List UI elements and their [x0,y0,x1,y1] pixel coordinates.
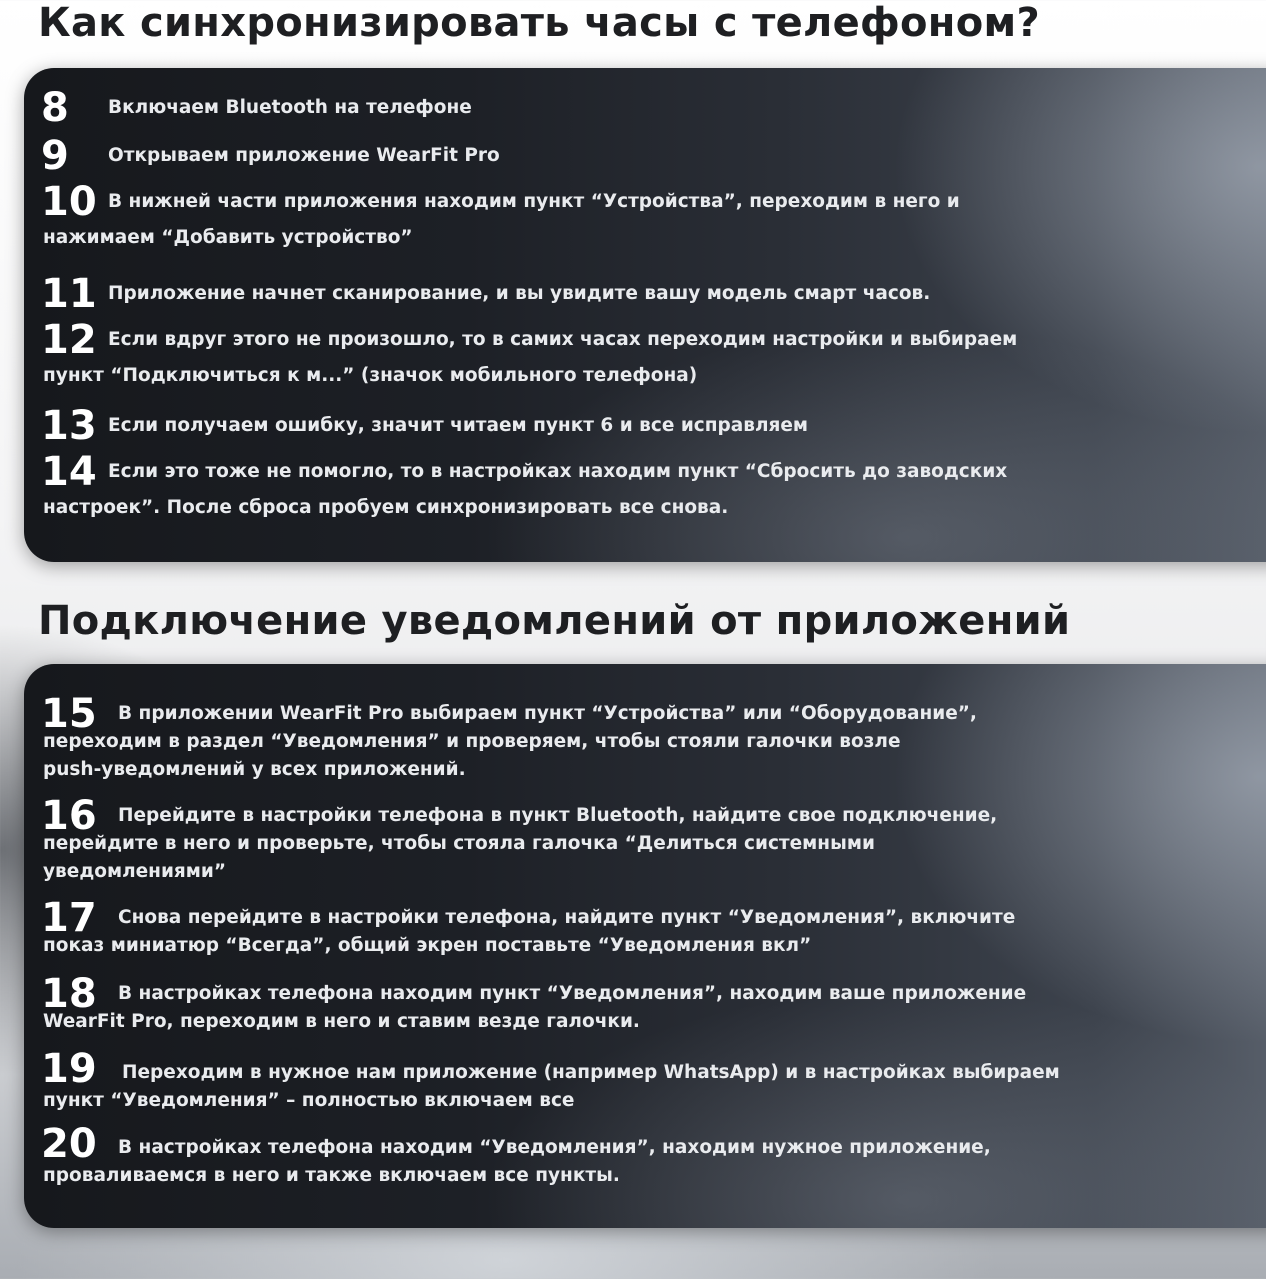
step-text-continued: настроек”. После сброса пробуем синхронизировать все снова. [43,497,729,518]
step-text-continued: перейдите в него и проверьте, чтобы стояла галочка “Делиться системными [43,833,875,854]
step-number: 9 [41,133,69,179]
section-title-notifications: Подключение уведомлений от приложений [38,598,1071,644]
step-number: 17 [41,895,97,941]
step-text-continued: проваливаемся в него и также включаем все пункты. [43,1165,620,1186]
step-number: 11 [41,271,97,317]
step-text: Переходим в нужное нам приложение (например WhatsApp) и в настройках выбираем [122,1062,1060,1083]
step-text: Если это тоже не помогло, то в настройках находим пункт “Сбросить до заводских [108,461,1008,482]
step-text-continued: показ миниатюр “Всегда”, общий экрен поставьте “Уведомления вкл” [43,935,812,956]
step-number: 15 [41,691,97,737]
step-text: В настройках телефона находим “Уведомления”, находим нужное приложение, [118,1137,991,1158]
step-text-continued: нажимаем “Добавить устройство” [43,227,413,248]
step-text-continued: уведомлениями” [43,861,227,882]
step-text-continued: пункт “Подключиться к м...” (значок мобильного телефона) [43,365,698,386]
step-text: Если получаем ошибку, значит читаем пункт 6 и все исправляем [108,415,809,436]
step-number: 20 [41,1121,97,1167]
step-text: Приложение начнет сканирование, и вы увидите вашу модель смарт часов. [108,283,931,304]
step-text: Перейдите в настройки телефона в пункт Bluetooth, найдите свое подключение, [118,805,998,826]
step-text: В настройках телефона находим пункт “Уведомления”, находим ваше приложение [118,983,1027,1004]
step-text-continued: переходим в раздел “Уведомления” и проверяем, чтобы стояли галочки возле [43,731,901,752]
step-text: Включаем Bluetooth на телефоне [108,97,472,118]
step-text-continued: WearFit Pro, переходим в него и ставим везде галочки. [43,1011,640,1032]
step-number: 13 [41,403,97,449]
step-number: 14 [41,449,97,495]
step-text-continued: пункт “Уведомления” – полностью включаем все [43,1090,575,1111]
step-number: 18 [41,971,97,1017]
step-number: 8 [41,85,69,131]
step-text: В нижней части приложения находим пункт “Устройства”, переходим в него и [108,191,960,212]
step-number: 12 [41,317,97,363]
step-text: Если вдруг этого не произошло, то в самих часах переходим настройки и выбираем [108,329,1018,350]
step-text: Открываем приложение WearFit Pro [108,145,500,166]
step-text-continued: push-уведомлений у всех приложений. [43,759,466,780]
step-number: 16 [41,793,97,839]
step-text: Снова перейдите в настройки телефона, найдите пункт “Уведомления”, включите [118,907,1016,928]
notification-steps-panel [24,664,1266,1228]
step-text: В приложении WearFit Pro выбираем пункт “Устройства” или “Оборудование”, [118,703,977,724]
section-title-sync: Как синхронизировать часы с телефоном? [38,0,1041,46]
step-number: 19 [41,1046,97,1092]
step-number: 10 [41,179,97,225]
sync-steps-panel [24,68,1266,562]
